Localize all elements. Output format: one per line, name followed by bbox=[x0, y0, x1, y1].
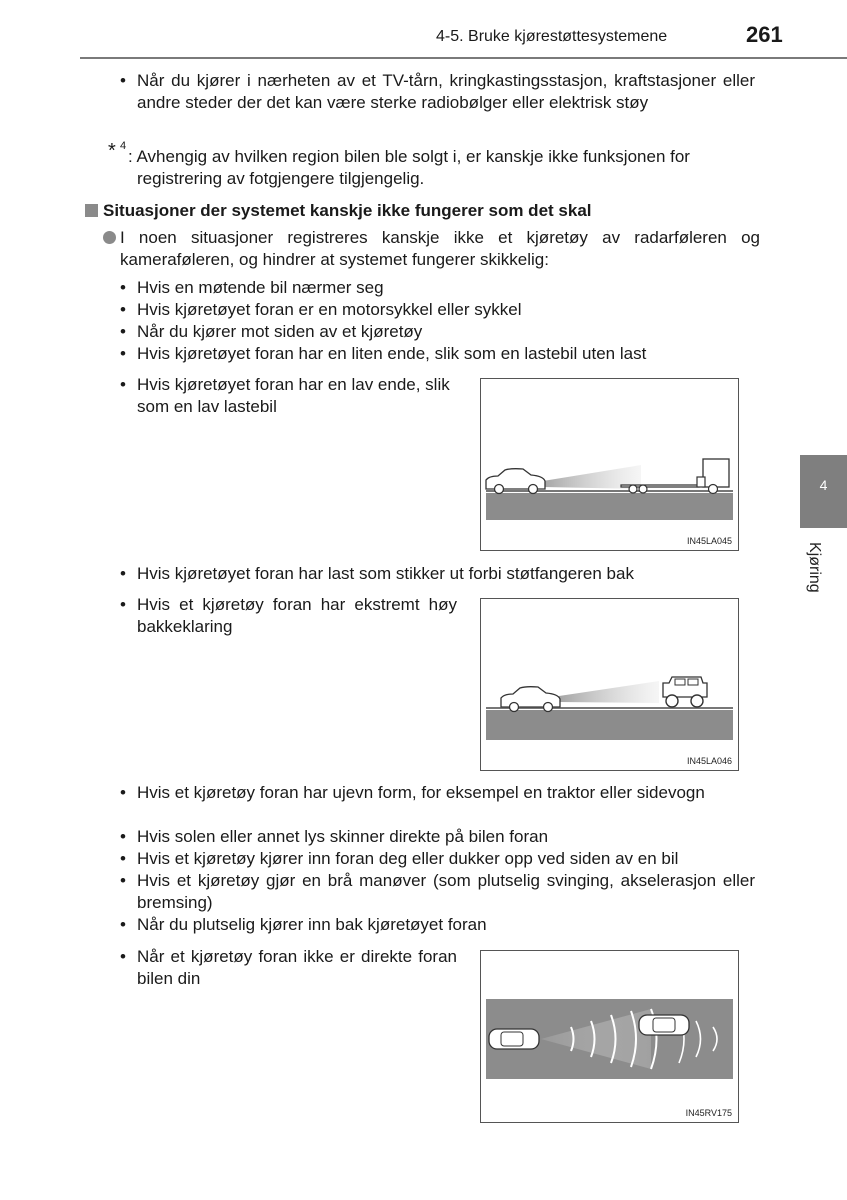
list-item: Hvis kjøretøyet foran har en liten ende, slik som en lastebil uten last bbox=[137, 344, 647, 363]
chapter-number: 4 bbox=[819, 477, 828, 493]
bullet-mark: • bbox=[120, 278, 126, 297]
footnote-number: 4 bbox=[120, 140, 127, 152]
offroad-vehicle-icon bbox=[663, 677, 707, 707]
chapter-tab[interactable] bbox=[800, 455, 847, 528]
section-square-icon bbox=[85, 204, 98, 217]
bullet-mark: • bbox=[120, 300, 126, 319]
figure-high-clearance bbox=[480, 598, 739, 771]
car-icon bbox=[486, 469, 545, 494]
list-item: Hvis et kjøretøy gjør en brå manøver (som plutselig svinging, akselerasjon eller bremsing) bbox=[137, 871, 755, 912]
list-item: Hvis kjøretøyet foran har last som stikker ut forbi støtfangeren bak bbox=[137, 564, 634, 583]
footnote-marker: * bbox=[108, 140, 116, 162]
circle-bullet-icon bbox=[103, 231, 116, 244]
bullet-mark: • bbox=[120, 871, 126, 890]
figure-code: IN45RV175 bbox=[685, 1108, 732, 1118]
figure-code: IN45LA045 bbox=[686, 536, 732, 546]
bullet-mark: • bbox=[120, 71, 126, 90]
page-number: 261 bbox=[746, 22, 783, 47]
figure-low-truck bbox=[480, 378, 739, 551]
bullet-mark: • bbox=[120, 375, 126, 394]
figure-code: IN45LA046 bbox=[686, 756, 732, 766]
list-item: Hvis kjøretøyet foran har en lav ende, slik som en lav lastebil bbox=[137, 375, 450, 416]
car-ahead-icon bbox=[639, 1015, 689, 1035]
bullet-mark: • bbox=[120, 827, 126, 846]
bullet-mark: • bbox=[120, 915, 126, 934]
list-item: Hvis solen eller annet lys skinner direkte på bilen foran bbox=[137, 827, 549, 846]
chapter-label: Kjøring bbox=[806, 542, 823, 593]
bullet-mark: • bbox=[120, 564, 126, 583]
bullet-mark: • bbox=[120, 947, 126, 966]
car-icon bbox=[489, 1029, 539, 1049]
list-item: Hvis et kjøretøy kjører inn foran deg eller dukker opp ved siden av en bil bbox=[137, 849, 679, 868]
figure-offset-vehicle bbox=[480, 950, 739, 1123]
list-item: Når du plutselig kjører inn bak kjøretøyet foran bbox=[137, 915, 487, 934]
section-title: Situasjoner der systemet kanskje ikke fungerer som det skal bbox=[103, 201, 592, 220]
section-header: 4-5. Bruke kjørestøttesystemene bbox=[436, 28, 668, 45]
bullet-mark: • bbox=[120, 783, 126, 802]
section-intro: I noen situasjoner registreres kanskje ikke et kjøretøy av radarføleren og kameraføleren, og hindrer at systemet fungerer skikkelig: bbox=[120, 228, 760, 269]
bullet-mark: • bbox=[120, 595, 126, 614]
list-item: Hvis et kjøretøy foran har ujevn form, for eksempel en traktor eller sidevogn bbox=[137, 783, 705, 802]
list-item: Hvis en møtende bil nærmer seg bbox=[137, 278, 384, 297]
header-rule bbox=[80, 57, 847, 59]
bullet-mark: • bbox=[120, 322, 126, 341]
list-item: Når du kjører mot siden av et kjøretøy bbox=[137, 322, 423, 341]
bullet-mark: • bbox=[120, 344, 126, 363]
list-item: Når et kjøretøy foran ikke er direkte foran bilen din bbox=[137, 947, 457, 988]
list-item: Hvis et kjøretøy foran har ekstremt høy bakkeklaring bbox=[137, 595, 457, 636]
bullet-mark: • bbox=[120, 849, 126, 868]
footnote-text: : Avhengig av hvilken region bilen ble solgt i, er kanskje ikke funksjonen for registrering av fotgjengere tilgjengelig. bbox=[128, 147, 690, 188]
list-item: Når du kjører i nærheten av et TV-tårn, kringkastingsstasjon, kraftstasjoner eller andre steder der det kan være sterke radiobølger eller elektrisk støy bbox=[137, 71, 755, 112]
list-item: Hvis kjøretøyet foran er en motorsykkel eller sykkel bbox=[137, 300, 522, 319]
